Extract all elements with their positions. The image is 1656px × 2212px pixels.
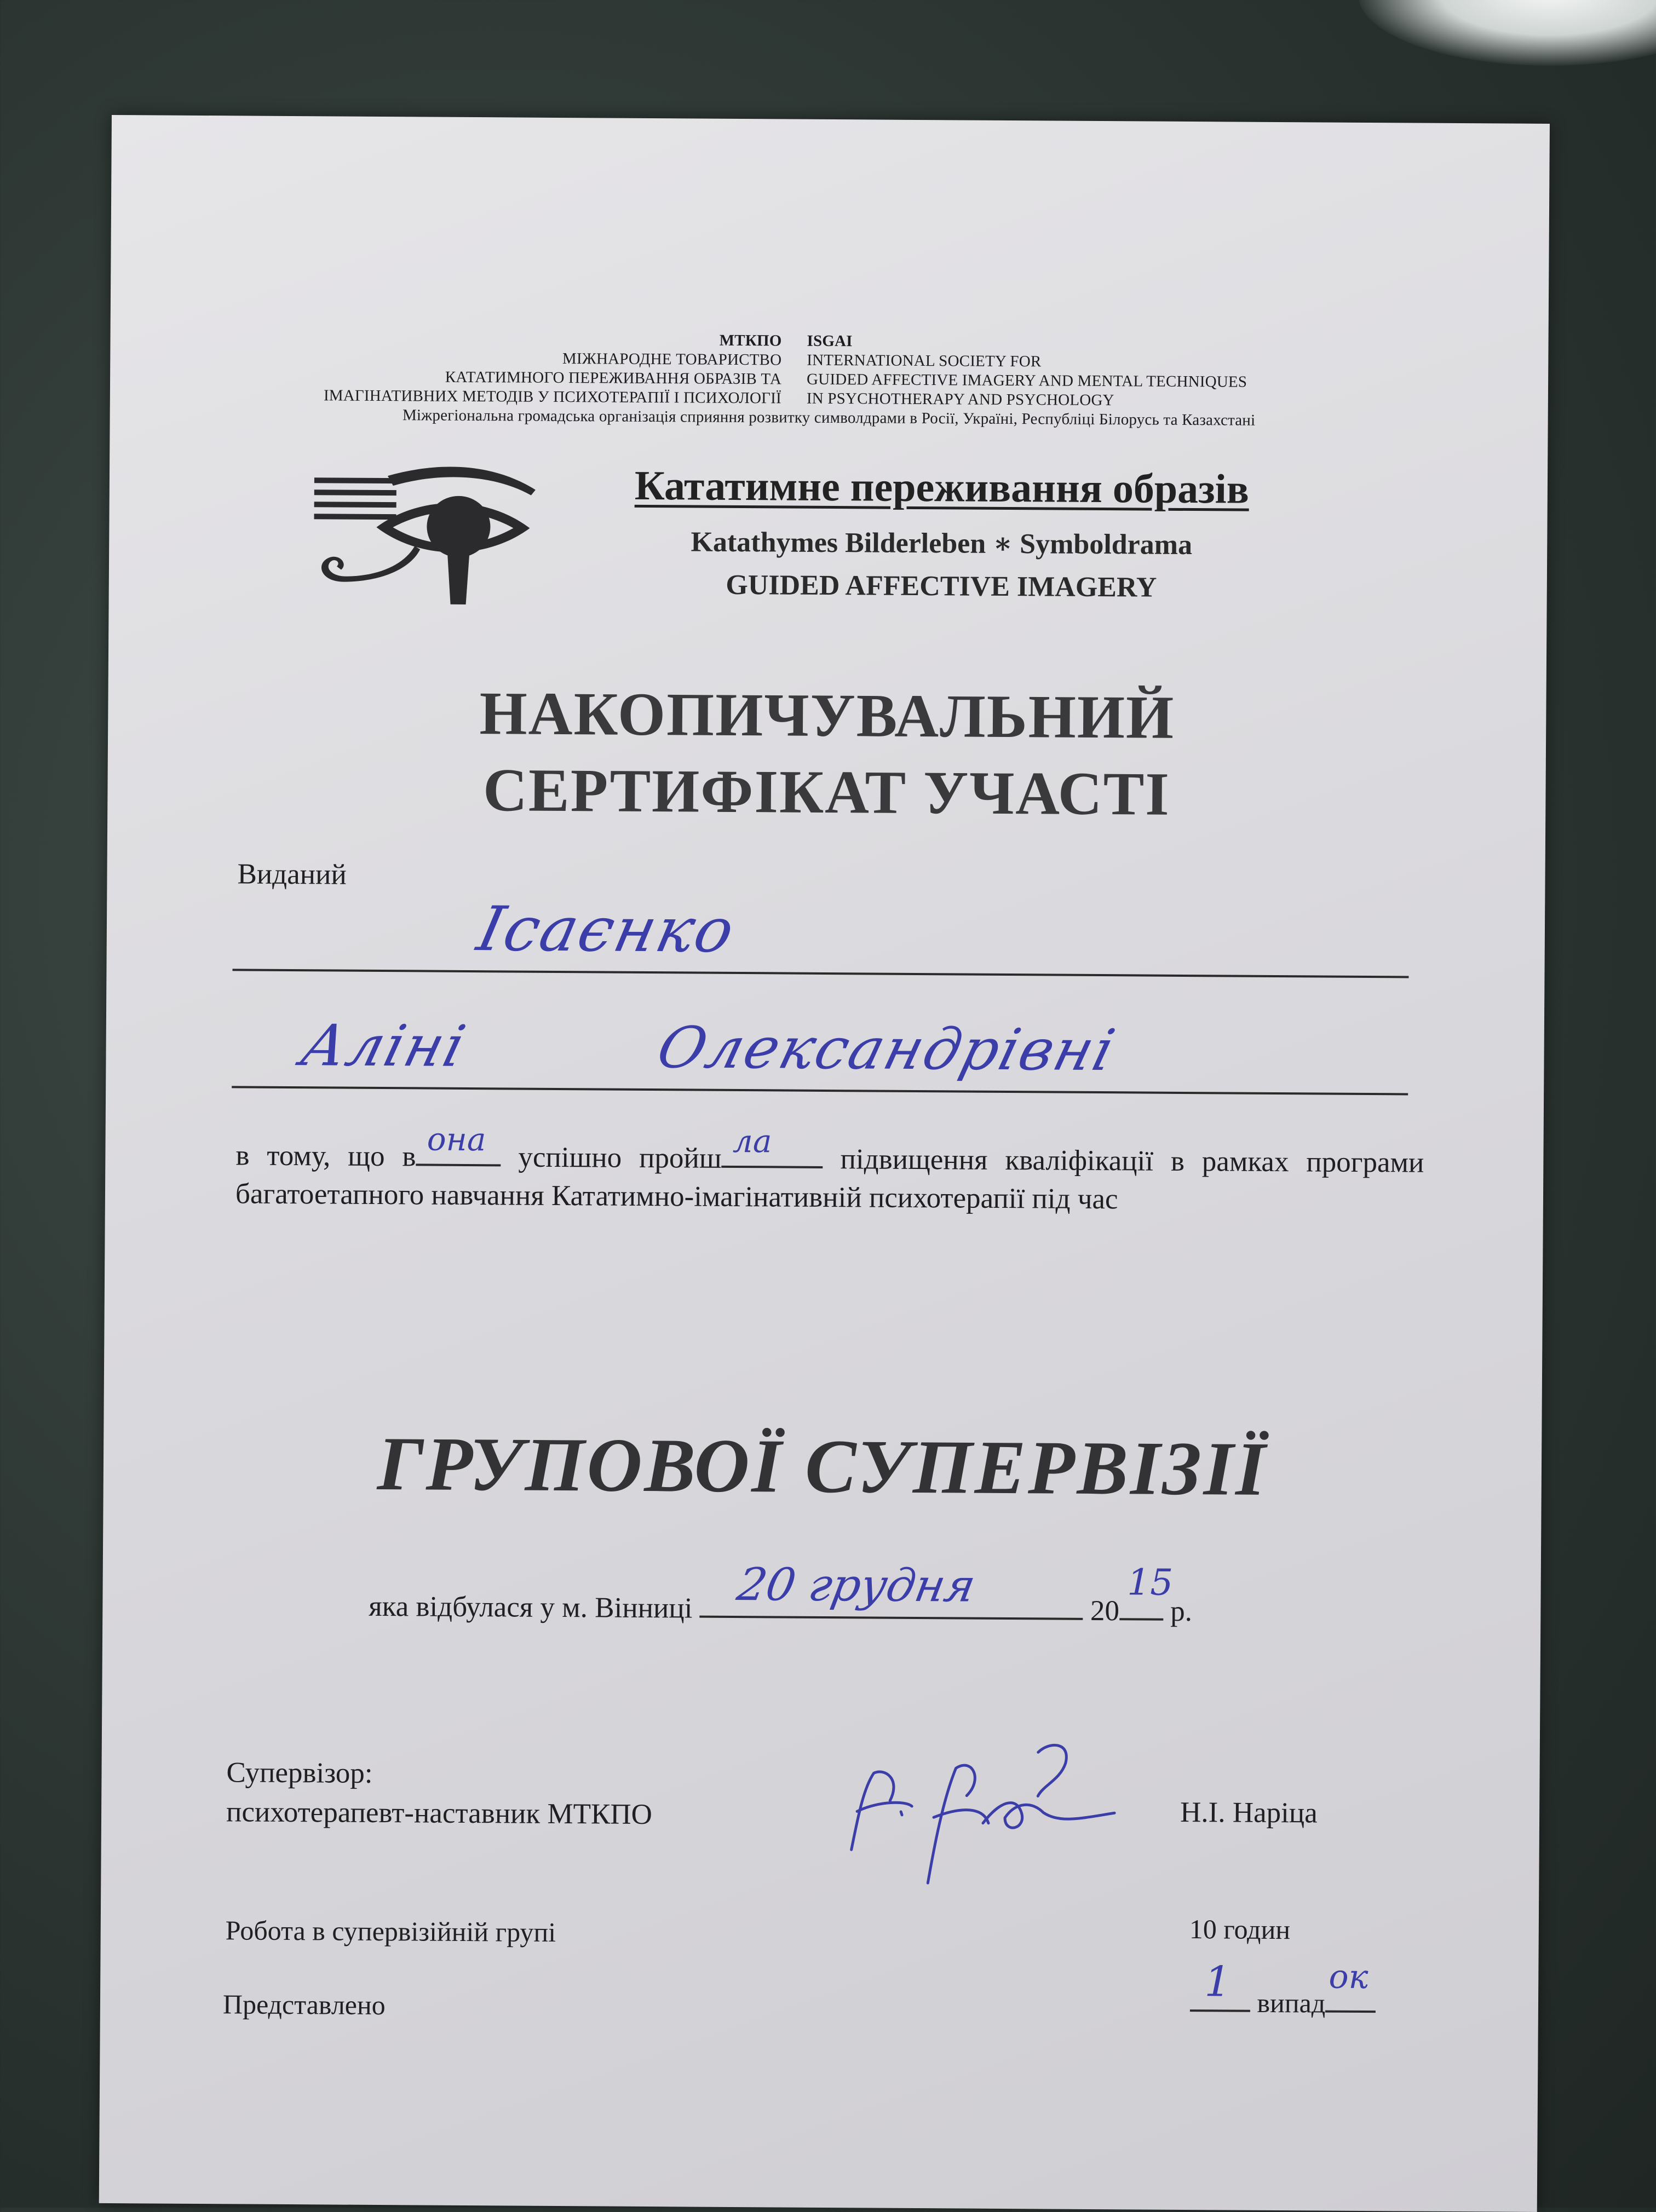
blank-la bbox=[722, 1122, 823, 1168]
handwritten-first-name: Аліні bbox=[295, 1012, 474, 1080]
blank-date bbox=[700, 1559, 1083, 1620]
blank-year bbox=[1119, 1561, 1174, 1620]
header-line-ua-3: ІМАГІНАТИВНИХ МЕТОДІВ У ПСИХОТЕРАПІЇ І ПСИХОЛОГІЇ bbox=[323, 387, 781, 407]
header-line-en-2: GUIDED AFFECTIVE IMAGERY AND MENTAL TECHNIQUES bbox=[807, 370, 1247, 391]
org-subtitle-german: Katathymes Bilderleben ∗ Symboldrama bbox=[691, 526, 1193, 561]
header-line-en-1: INTERNATIONAL SOCIETY FOR bbox=[807, 351, 1042, 371]
handwritten-ona: она bbox=[427, 1120, 486, 1159]
certificate-page bbox=[99, 115, 1550, 2212]
event-held-line bbox=[369, 1559, 1193, 1628]
year-prefix: 20 bbox=[1090, 1594, 1120, 1627]
blank-ona bbox=[416, 1120, 501, 1166]
presented-label: Представлено bbox=[222, 1989, 386, 2021]
org-title: Кататимне переживання образів bbox=[634, 462, 1250, 512]
header-line-en-3: IN PSYCHOTHERAPY AND PSYCHOLOGY bbox=[806, 389, 1114, 410]
year-end: р. bbox=[1170, 1595, 1193, 1628]
lamp-glare bbox=[1358, 0, 1656, 66]
event-title: ГРУПОВОЇ СУПЕРВІЗІЇ bbox=[377, 1421, 1268, 1512]
blank-case-count bbox=[1190, 1957, 1250, 2012]
name-line-1 bbox=[232, 969, 1408, 978]
handwritten-date: 20 грудня bbox=[733, 1559, 980, 1612]
header-line-ua-2: КАТАТИМНОГО ПЕРЕЖИВАННЯ ОБРАЗІВ ТА bbox=[445, 368, 782, 388]
body-text-part2: успішно пройш bbox=[518, 1141, 722, 1174]
cases-presented bbox=[1190, 1957, 1376, 2019]
name-line-2 bbox=[232, 1086, 1408, 1095]
eye-of-horus-icon bbox=[310, 456, 541, 616]
handwritten-patronymic: Олександрівні bbox=[651, 1014, 1123, 1084]
header-line-ua-1: МІЖНАРОДНЕ ТОВАРИСТВО bbox=[562, 350, 782, 369]
certificate-body-text bbox=[235, 1120, 1424, 1220]
handwritten-surname: Ісаєнко bbox=[471, 894, 742, 966]
cases-word: випад bbox=[1257, 1987, 1326, 2019]
header-english bbox=[807, 332, 1410, 412]
supervisor-label bbox=[226, 1753, 653, 1834]
supervisor-name: Н.І. Наріца bbox=[1180, 1796, 1318, 1829]
supervisor-label-line1: Супервізор: bbox=[226, 1756, 373, 1789]
header-abbr-en: ISGAI bbox=[807, 332, 853, 350]
work-hours: 10 годин bbox=[1189, 1914, 1291, 1945]
handwritten-la: ла bbox=[732, 1122, 772, 1160]
blank-case-suffix bbox=[1325, 1957, 1376, 2013]
handwritten-signature bbox=[840, 1718, 1126, 1900]
header-organization-line: Міжрегіональна громадська організація сприяння розвитку символдрами в Росії, Україні, Республіці Білорусь та Казахстані bbox=[402, 406, 1256, 429]
supervisor-label-line2: психотерапевт-наставник МТКПО bbox=[226, 1796, 653, 1831]
header-ukrainian bbox=[110, 327, 782, 408]
certificate-title-line2: СЕРТИФІКАТ УЧАСТІ bbox=[482, 756, 1171, 828]
handwritten-case-suffix: ок bbox=[1329, 1957, 1369, 1997]
work-label: Робота в супервізійній групі bbox=[225, 1915, 556, 1948]
issued-label: Виданий bbox=[237, 858, 347, 891]
body-text-part1: в тому, що в bbox=[235, 1139, 416, 1173]
org-subtitle-english: GUIDED AFFECTIVE IMAGERY bbox=[726, 569, 1157, 603]
certificate-title-line1: НАКОПИЧУВАЛЬНИЙ bbox=[479, 679, 1175, 752]
handwritten-year: 15 bbox=[1127, 1561, 1174, 1604]
handwritten-case-count: 1 bbox=[1204, 1957, 1231, 2006]
body-text-part3: підвищення кваліфікації в рамках програми багатоетапного навчання Кататимно-імагінативній психотерапії під час bbox=[235, 1143, 1424, 1216]
header-abbr-ua: МТКПО bbox=[719, 331, 782, 350]
held-prefix: яка відбулася у м. Вінниці bbox=[369, 1590, 693, 1625]
